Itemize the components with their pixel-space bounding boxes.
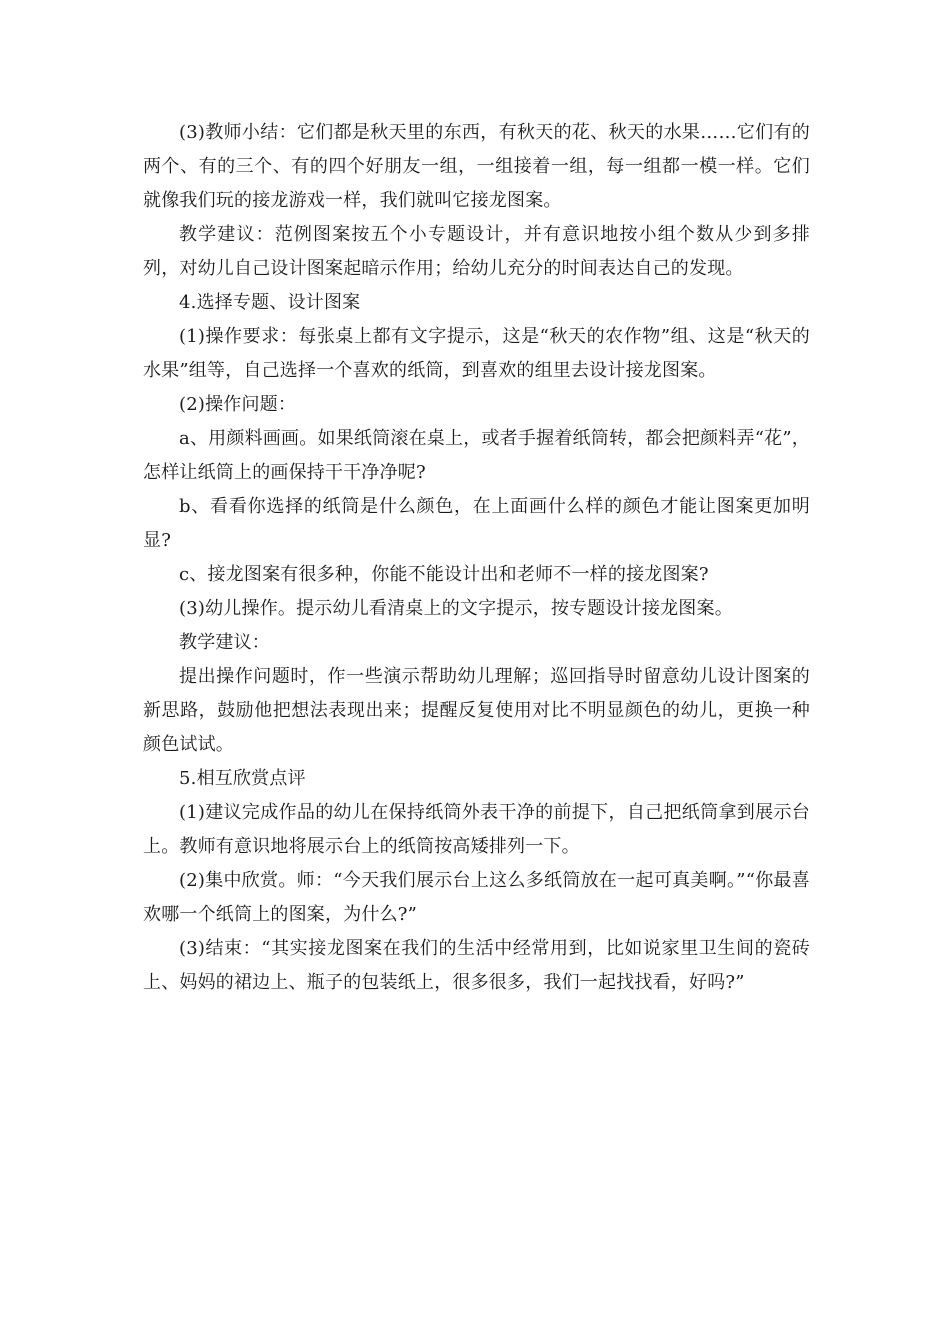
paragraph-teaching-suggestion-label: 教学建议： — [179, 632, 270, 653]
paragraph-operation-requirement: (1)操作要求：每张桌上都有文字提示，这是“秋天的农作物”组、这是“秋天的水果”组等，自己选择一个喜欢的纸筒，到喜欢的组里去设计接龙图案。 — [143, 326, 810, 381]
paragraph-question-c: c、接龙图案有很多种，你能不能设计出和老师不一样的接龙图案? — [179, 564, 709, 585]
section-heading-5: 5.相互欣赏点评 — [179, 768, 306, 789]
paragraph-child-operation: (3)幼儿操作。提示幼儿看清桌上的文字提示，按专题设计接龙图案。 — [179, 598, 733, 619]
paragraph-operation-questions: (2)操作问题： — [179, 394, 297, 415]
paragraph-question-b: b、看看你选择的纸筒是什么颜色，在上面画什么样的颜色才能让图案更加明显? — [143, 496, 810, 551]
section-heading-4: 4.选择专题、设计图案 — [179, 292, 361, 313]
paragraph-ending: (3)结束：“其实接龙图案在我们的生活中经常用到，比如说家里卫生间的瓷砖上、妈妈的裙边上、瓶子的包装纸上，很多很多，我们一起找找看，好吗?” — [143, 938, 810, 993]
paragraph-group-appreciation: (2)集中欣赏。师：“今天我们展示台上这么多纸筒放在一起可真美啊。”“你最喜欢哪一个纸筒上的图案，为什么?” — [143, 870, 810, 925]
paragraph-teaching-suggestion-2: 提出操作问题时，作一些演示帮助幼儿理解；巡回指导时留意幼儿设计图案的新思路，鼓励他把想法表现出来；提醒反复使用对比不明显颜色的幼儿，更换一种颜色试试。 — [143, 666, 810, 755]
paragraph-teaching-suggestion-1: 教学建议：范例图案按五个小专题设计，并有意识地按小组个数从少到多排列，对幼儿自己设计图案起暗示作用；给幼儿充分的时间表达自己的发现。 — [143, 224, 810, 279]
paragraph-display-suggestion: (1)建议完成作品的幼儿在保持纸筒外表干净的前提下，自己把纸筒拿到展示台上。教师有意识地将展示台上的纸筒按高矮排列一下。 — [143, 802, 810, 857]
paragraph-teacher-summary: (3)教师小结：它们都是秋天里的东西，有秋天的花、秋天的水果……它们有的两个、有的三个、有的四个好朋友一组，一组接着一组，每一组都一模一样。它们就像我们玩的接龙游戏一样，我们就叫它接龙图案。 — [143, 122, 810, 211]
document-body — [143, 116, 810, 1000]
paragraph-question-a: a、用颜料画画。如果纸筒滚在桌上，或者手握着纸筒转，都会把颜料弄“花”，怎样让纸筒上的画保持干干净净呢? — [143, 428, 810, 483]
